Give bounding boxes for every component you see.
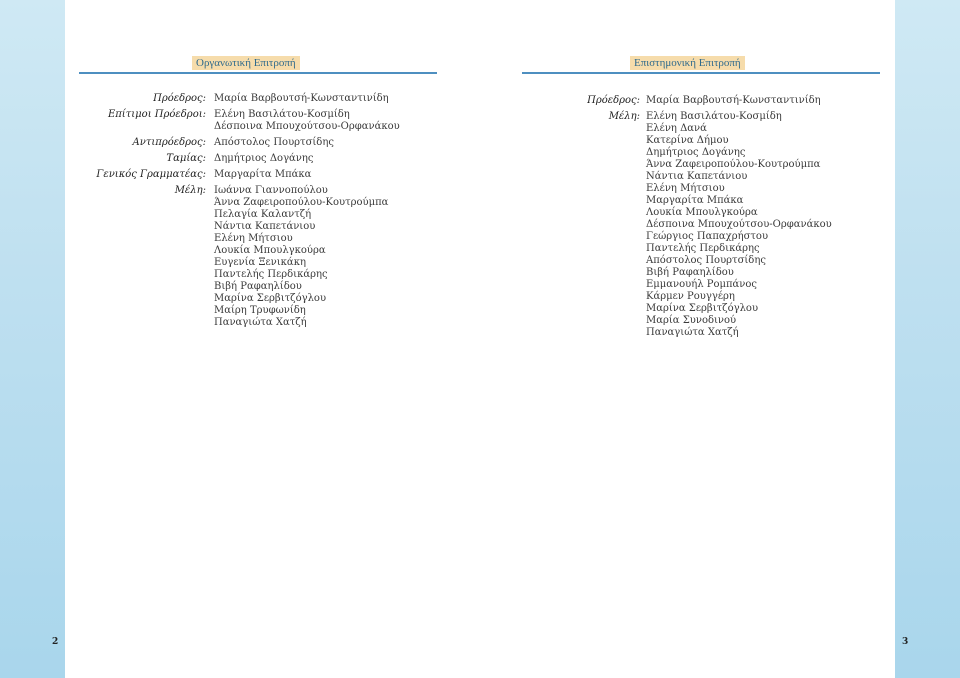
organizing-committee-list — [65, 93, 400, 333]
member-name: Ελένη Βασιλάτου-Κοσμίδη — [646, 111, 782, 122]
role-members — [646, 95, 821, 107]
member-name: Μαργαρίτα Μπάκα — [214, 169, 312, 180]
member-name: Παντελής Περδικάρης — [646, 243, 760, 254]
member-name: Δημήτριος Δογάνης — [214, 153, 314, 164]
left-heading-rule — [79, 72, 437, 74]
role-members — [214, 169, 311, 181]
page-number-left: 2 — [52, 637, 59, 647]
member-name: Εμμανουήλ Ρομπάνος — [646, 279, 758, 290]
committee-role-row — [65, 137, 400, 149]
member-name: Λουκία Μπουλγκούρα — [646, 207, 758, 218]
member-name: Μαρία Συνοδινού — [646, 315, 737, 326]
committee-role-row — [65, 153, 400, 165]
committee-role-row — [65, 185, 400, 329]
role-members — [646, 111, 832, 339]
organizing-committee-heading: Οργανωτική Επιτροπή — [192, 56, 300, 70]
member-name: Βιβή Ραφαηλίδου — [646, 267, 734, 278]
member-name: Νάντια Καπετάνιου — [214, 221, 316, 232]
member-name: Δέσποινα Μπουχούτσου-Ορφανάκου — [214, 121, 400, 132]
member-name: Άννα Ζαφειροπούλου-Κουτρούμπα — [214, 197, 389, 208]
committee-role-row — [65, 169, 400, 181]
member-name: Δημήτριος Δογάνης — [646, 147, 746, 158]
member-name: Νάντια Καπετάνιου — [646, 171, 748, 182]
page-number-right: 3 — [902, 637, 909, 647]
member-name: Κατερίνα Δήμου — [646, 135, 729, 146]
member-name: Παναγιώτα Χατζή — [214, 317, 307, 328]
member-name: Ελένη Μήτσιου — [646, 183, 725, 194]
member-name: Παναγιώτα Χατζή — [646, 327, 739, 338]
member-name: Μαρία Βαρβουτσή-Κωνσταντινίδη — [214, 93, 389, 104]
member-name: Ελένη Βασιλάτου-Κοσμίδη — [214, 109, 350, 120]
committee-role-row — [65, 109, 400, 133]
role-label: Γενικός Γραμματέας: — [96, 169, 206, 180]
right-heading-rule — [522, 72, 880, 74]
member-name: Κάρμεν Ρουγγέρη — [646, 291, 735, 302]
role-label: Πρόεδρος: — [587, 95, 640, 106]
role-members — [214, 153, 313, 165]
member-name: Μαίρη Τρυφωνίδη — [214, 305, 306, 316]
member-name: Πελαγία Καλαντζή — [214, 209, 312, 220]
role-label: Πρόεδρος: — [153, 93, 206, 104]
member-name: Λουκία Μπουλγκούρα — [214, 245, 326, 256]
role-members — [214, 93, 389, 105]
role-members — [214, 109, 400, 133]
role-label: Μέλη: — [174, 185, 206, 196]
member-name: Άννα Ζαφειροπούλου-Κουτρούμπα — [646, 159, 821, 170]
committee-role-row — [525, 95, 832, 107]
member-name: Μαρίνα Σερβιτζόγλου — [214, 293, 327, 304]
member-name: Απόστολος Πουρτσίδης — [646, 255, 766, 266]
role-members — [214, 185, 388, 329]
right-margin-band — [895, 0, 960, 678]
role-label: Ταμίας: — [166, 153, 206, 164]
member-name: Γεώργιος Παπαχρήστου — [646, 231, 769, 242]
scientific-committee-list — [525, 95, 832, 343]
member-name: Βιβή Ραφαηλίδου — [214, 281, 302, 292]
member-name: Ελένη Δανά — [646, 123, 707, 134]
role-label: Επίτιμοι Πρόεδροι: — [107, 109, 206, 120]
member-name: Παντελής Περδικάρης — [214, 269, 328, 280]
member-name: Μαργαρίτα Μπάκα — [646, 195, 744, 206]
role-label: Αντιπρόεδρος: — [132, 137, 206, 148]
member-name: Απόστολος Πουρτσίδης — [214, 137, 334, 148]
member-name: Δέσποινα Μπουχούτσου-Ορφανάκου — [646, 219, 832, 230]
member-name: Ελένη Μήτσιου — [214, 233, 293, 244]
member-name: Ευγενία Ξενικάκη — [214, 257, 306, 268]
role-label: Μέλη: — [608, 111, 640, 122]
member-name: Μαρίνα Σερβιτζόγλου — [646, 303, 759, 314]
committee-role-row — [525, 111, 832, 339]
role-members — [214, 137, 334, 149]
committee-role-row — [65, 93, 400, 105]
left-margin-band — [0, 0, 65, 678]
scientific-committee-heading: Επιστημονική Επιτροπή — [630, 56, 745, 70]
member-name: Ιωάννα Γιαννοπούλου — [214, 185, 328, 196]
member-name: Μαρία Βαρβουτσή-Κωνσταντινίδη — [646, 95, 821, 106]
